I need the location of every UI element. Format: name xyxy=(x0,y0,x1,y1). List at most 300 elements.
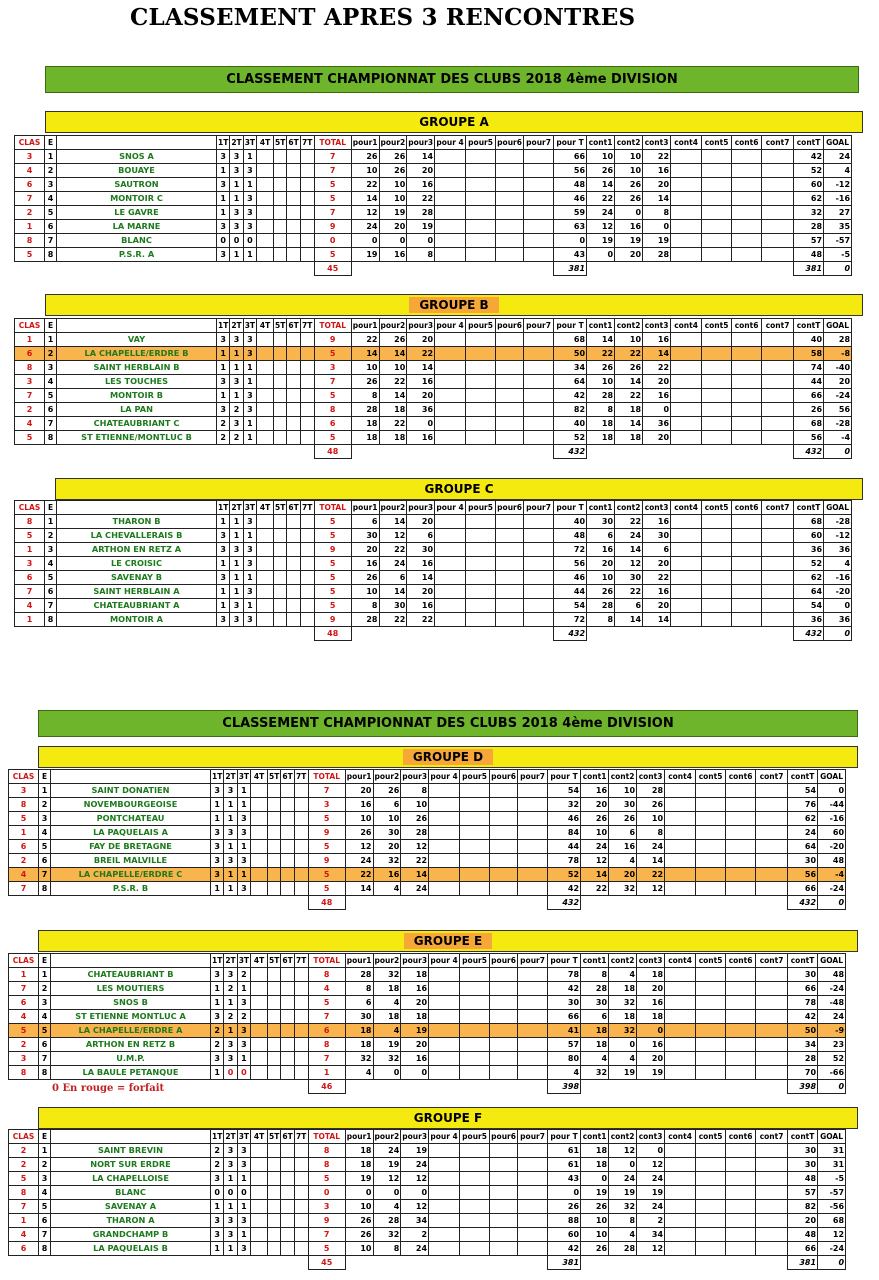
cont-total-cell: 48 xyxy=(794,248,824,262)
empty-cell xyxy=(726,1256,756,1270)
empty-cell xyxy=(490,982,518,996)
team-number-cell: 4 xyxy=(39,826,51,840)
empty-cell xyxy=(732,403,762,417)
team-number-cell: 1 xyxy=(45,150,57,164)
pour-cell: 24 xyxy=(401,1158,429,1172)
empty-cell xyxy=(268,1186,281,1200)
empty-cell xyxy=(257,220,274,234)
rank-cell: 8 xyxy=(15,234,45,248)
round-points-cell: 1 xyxy=(217,515,230,529)
cont-cell: 34 xyxy=(637,1228,665,1242)
rank-cell: 2 xyxy=(15,206,45,220)
empty-cell xyxy=(281,1200,294,1214)
pour-cell: 24 xyxy=(379,557,407,571)
round-points-cell: 1 xyxy=(230,248,243,262)
cont-cell: 18 xyxy=(581,1144,609,1158)
division-banner-bottom: CLASSEMENT CHAMPIONNAT DES CLUBS 2018 4ème DIVISION xyxy=(38,710,858,737)
group-title-text: GROUPE F xyxy=(413,1111,483,1125)
cont-cell: 0 xyxy=(609,1038,637,1052)
round-points-cell: 1 xyxy=(211,812,224,826)
empty-cell xyxy=(281,798,294,812)
empty-cell xyxy=(732,361,762,375)
header-row xyxy=(9,954,846,968)
team-row xyxy=(9,826,846,840)
empty-cell xyxy=(762,192,794,206)
round-points-cell: 1 xyxy=(243,571,256,585)
empty-cell xyxy=(665,854,696,868)
team-row xyxy=(9,1038,846,1052)
empty-cell xyxy=(732,599,762,613)
goal-cell: -28 xyxy=(824,417,852,431)
empty-cell xyxy=(726,1186,756,1200)
empty-cell xyxy=(466,613,496,627)
ranking-table xyxy=(8,769,846,910)
team-row xyxy=(9,968,846,982)
round-points-cell: 1 xyxy=(230,192,243,206)
column-header: 6T xyxy=(287,501,300,515)
pour-cell: 19 xyxy=(379,206,407,220)
empty-cell xyxy=(287,417,300,431)
team-row xyxy=(15,599,852,613)
column-header: GOAL xyxy=(818,954,846,968)
column-header: 2T xyxy=(224,954,237,968)
total-cell: 5 xyxy=(308,1172,345,1186)
cont-cell: 32 xyxy=(609,1200,637,1214)
cont-cell: 4 xyxy=(609,1228,637,1242)
team-name-cell: SAUTRON xyxy=(57,178,217,192)
pour-cell: 4 xyxy=(373,882,401,896)
group-f-table xyxy=(8,1129,846,1270)
cont-cell: 30 xyxy=(609,798,637,812)
empty-cell xyxy=(496,375,524,389)
empty-cell xyxy=(294,968,308,982)
empty-cell xyxy=(518,840,548,854)
round-points-cell: 3 xyxy=(211,1172,224,1186)
empty-cell xyxy=(429,1066,460,1080)
empty-cell xyxy=(466,262,496,276)
column-header: 4T xyxy=(251,770,268,784)
team-number-cell: 5 xyxy=(45,571,57,585)
empty-cell xyxy=(268,1158,281,1172)
team-row xyxy=(9,1158,846,1172)
empty-cell xyxy=(257,515,274,529)
empty-cell xyxy=(257,599,274,613)
empty-cell xyxy=(726,882,756,896)
empty-cell xyxy=(268,868,281,882)
empty-cell xyxy=(696,1066,726,1080)
column-header: pour7 xyxy=(524,501,554,515)
empty-cell xyxy=(696,784,726,798)
column-header xyxy=(57,136,217,150)
empty-cell xyxy=(274,178,287,192)
round-points-cell: 3 xyxy=(230,375,243,389)
round-points-cell: 0 xyxy=(217,234,230,248)
pour-cell: 12 xyxy=(401,1172,429,1186)
cont-total-cell: 30 xyxy=(788,854,818,868)
empty-cell xyxy=(268,812,281,826)
pour-cell: 26 xyxy=(373,784,401,798)
pour-cell: 30 xyxy=(407,543,435,557)
column-header: contT xyxy=(794,319,824,333)
empty-cell xyxy=(696,1038,726,1052)
empty-cell xyxy=(268,1024,281,1038)
team-name-cell: SAINT DONATIEN xyxy=(51,784,211,798)
cont-cell: 24 xyxy=(637,1200,665,1214)
empty-cell xyxy=(257,347,274,361)
cont-total-cell: 64 xyxy=(788,840,818,854)
empty-cell xyxy=(251,1010,268,1024)
total-sum-cell: 48 xyxy=(314,627,351,641)
empty-cell xyxy=(429,854,460,868)
pour-total-cell: 42 xyxy=(554,389,587,403)
team-name-cell: LA CHAPELLE/ERDRE B xyxy=(57,347,217,361)
empty-cell xyxy=(51,896,211,910)
column-header: pour5 xyxy=(460,1130,490,1144)
empty-cell xyxy=(251,882,268,896)
pour-cell: 6 xyxy=(345,996,373,1010)
round-points-cell: 3 xyxy=(217,178,230,192)
round-points-cell: 1 xyxy=(224,1242,237,1256)
team-row xyxy=(9,840,846,854)
empty-cell xyxy=(732,445,762,459)
column-header: pour 4 xyxy=(435,319,466,333)
empty-cell xyxy=(294,1242,308,1256)
header-row xyxy=(9,1130,846,1144)
rank-cell: 7 xyxy=(9,1200,39,1214)
rank-cell: 1 xyxy=(9,968,39,982)
column-header: E xyxy=(39,1130,51,1144)
column-header: 5T xyxy=(274,136,287,150)
round-points-cell: 1 xyxy=(237,1052,250,1066)
cont-cell: 16 xyxy=(587,543,615,557)
column-header: cont1 xyxy=(581,1130,609,1144)
pour-cell: 4 xyxy=(373,996,401,1010)
empty-cell xyxy=(274,417,287,431)
empty-cell xyxy=(230,627,243,641)
pour-cell: 26 xyxy=(379,333,407,347)
empty-cell xyxy=(696,1172,726,1186)
goal-cell: -24 xyxy=(818,882,846,896)
empty-cell xyxy=(702,417,732,431)
pour-cell: 22 xyxy=(407,347,435,361)
column-header: pour7 xyxy=(524,319,554,333)
sum-row xyxy=(9,896,846,910)
empty-cell xyxy=(300,375,314,389)
column-header xyxy=(57,501,217,515)
pour-cell: 20 xyxy=(407,515,435,529)
cont-total-cell: 74 xyxy=(794,361,824,375)
round-points-cell: 1 xyxy=(217,361,230,375)
empty-cell xyxy=(251,868,268,882)
round-points-cell: 2 xyxy=(230,403,243,417)
empty-cell xyxy=(615,627,643,641)
team-name-cell: GRANDCHAMP B xyxy=(51,1228,211,1242)
pour-cell: 26 xyxy=(401,812,429,826)
empty-cell xyxy=(300,445,314,459)
team-name-cell: CHATEAUBRIANT C xyxy=(57,417,217,431)
pour-cell: 0 xyxy=(373,1066,401,1080)
empty-cell xyxy=(671,361,702,375)
empty-cell xyxy=(281,1158,294,1172)
empty-cell xyxy=(274,220,287,234)
empty-cell xyxy=(300,599,314,613)
empty-cell xyxy=(665,1242,696,1256)
empty-cell xyxy=(274,627,287,641)
empty-cell xyxy=(490,812,518,826)
cont-cell: 10 xyxy=(587,150,615,164)
round-points-cell: 3 xyxy=(230,333,243,347)
team-number-cell: 5 xyxy=(39,1024,51,1038)
empty-cell xyxy=(287,248,300,262)
empty-cell xyxy=(702,178,732,192)
empty-cell xyxy=(671,529,702,543)
empty-cell xyxy=(496,192,524,206)
empty-cell xyxy=(524,192,554,206)
empty-cell xyxy=(496,178,524,192)
pour-cell: 30 xyxy=(379,599,407,613)
empty-cell xyxy=(756,1200,788,1214)
round-points-cell: 1 xyxy=(237,798,250,812)
empty-cell xyxy=(460,812,490,826)
pour-cell: 8 xyxy=(407,248,435,262)
cont-total-cell: 78 xyxy=(788,996,818,1010)
team-row xyxy=(9,882,846,896)
empty-cell xyxy=(762,529,794,543)
cont-cell: 26 xyxy=(587,361,615,375)
empty-cell xyxy=(671,192,702,206)
empty-cell xyxy=(274,333,287,347)
goal-sum-cell: 0 xyxy=(818,896,846,910)
empty-cell xyxy=(274,543,287,557)
total-cell: 8 xyxy=(308,1158,345,1172)
cont-cell: 22 xyxy=(643,361,671,375)
cont-total-cell: 30 xyxy=(788,1144,818,1158)
empty-cell xyxy=(429,1256,460,1270)
empty-cell xyxy=(490,1052,518,1066)
empty-cell xyxy=(466,389,496,403)
column-header: pour 4 xyxy=(435,501,466,515)
pour-cell: 22 xyxy=(379,375,407,389)
cont-cell: 32 xyxy=(609,1024,637,1038)
cont-total-cell: 34 xyxy=(788,1038,818,1052)
total-sum-cell: 48 xyxy=(308,896,345,910)
cont-cell: 16 xyxy=(615,220,643,234)
cont-sum-cell: 398 xyxy=(788,1080,818,1094)
cont-cell: 19 xyxy=(615,234,643,248)
cont-total-cell: 20 xyxy=(788,1214,818,1228)
empty-cell xyxy=(702,347,732,361)
empty-cell xyxy=(435,333,466,347)
empty-cell xyxy=(665,882,696,896)
cont-cell: 4 xyxy=(581,1052,609,1066)
pour-total-cell: 78 xyxy=(548,854,581,868)
empty-cell xyxy=(726,996,756,1010)
team-row xyxy=(9,982,846,996)
goal-cell: 31 xyxy=(818,1144,846,1158)
empty-cell xyxy=(460,798,490,812)
total-cell: 4 xyxy=(308,982,345,996)
empty-cell xyxy=(702,445,732,459)
cont-total-cell: 32 xyxy=(794,206,824,220)
empty-cell xyxy=(466,557,496,571)
pour-cell: 12 xyxy=(379,529,407,543)
column-header: E xyxy=(45,319,57,333)
pour-total-cell: 82 xyxy=(554,403,587,417)
pour-cell: 22 xyxy=(379,543,407,557)
round-points-cell: 1 xyxy=(211,882,224,896)
column-header: pour1 xyxy=(345,1130,373,1144)
empty-cell xyxy=(756,812,788,826)
rank-cell: 3 xyxy=(15,557,45,571)
cont-total-cell: 62 xyxy=(794,192,824,206)
cont-total-cell: 62 xyxy=(794,571,824,585)
cont-cell: 20 xyxy=(615,248,643,262)
empty-cell xyxy=(429,1038,460,1052)
rank-cell: 4 xyxy=(15,164,45,178)
empty-cell xyxy=(726,784,756,798)
empty-cell xyxy=(637,896,665,910)
empty-cell xyxy=(702,585,732,599)
empty-cell xyxy=(460,1024,490,1038)
goal-cell: -57 xyxy=(818,1186,846,1200)
empty-cell xyxy=(762,375,794,389)
empty-cell xyxy=(435,262,466,276)
empty-cell xyxy=(274,164,287,178)
rank-cell: 6 xyxy=(15,178,45,192)
empty-cell xyxy=(300,515,314,529)
empty-cell xyxy=(268,854,281,868)
empty-cell xyxy=(665,826,696,840)
pour-cell: 16 xyxy=(345,798,373,812)
cont-cell: 19 xyxy=(609,1186,637,1200)
pour-total-cell: 54 xyxy=(554,599,587,613)
empty-cell xyxy=(300,403,314,417)
empty-cell xyxy=(287,571,300,585)
empty-cell xyxy=(294,1038,308,1052)
column-header: 1T xyxy=(217,319,230,333)
empty-cell xyxy=(274,599,287,613)
team-number-cell: 1 xyxy=(39,784,51,798)
cont-cell: 20 xyxy=(587,557,615,571)
empty-cell xyxy=(496,164,524,178)
cont-cell: 12 xyxy=(615,557,643,571)
empty-cell xyxy=(435,417,466,431)
empty-cell xyxy=(518,798,548,812)
pour-cell: 16 xyxy=(401,1052,429,1066)
empty-cell xyxy=(460,1214,490,1228)
column-header: cont6 xyxy=(726,1130,756,1144)
empty-cell xyxy=(251,896,268,910)
empty-cell xyxy=(496,333,524,347)
empty-cell xyxy=(637,1080,665,1094)
pour-total-cell: 26 xyxy=(548,1200,581,1214)
empty-cell xyxy=(762,361,794,375)
cont-total-cell: 76 xyxy=(788,798,818,812)
column-header xyxy=(57,319,217,333)
empty-cell xyxy=(762,445,794,459)
empty-cell xyxy=(671,403,702,417)
pour-cell: 22 xyxy=(379,417,407,431)
empty-cell xyxy=(251,1080,268,1094)
team-name-cell: LA BAULE PETANQUE xyxy=(51,1066,211,1080)
empty-cell xyxy=(57,627,217,641)
empty-cell xyxy=(490,896,518,910)
team-row xyxy=(9,1052,846,1066)
empty-cell xyxy=(268,1080,281,1094)
round-points-cell: 1 xyxy=(224,996,237,1010)
cont-cell: 28 xyxy=(587,389,615,403)
total-cell: 9 xyxy=(314,613,351,627)
round-points-cell: 2 xyxy=(217,417,230,431)
column-header: cont1 xyxy=(587,319,615,333)
total-cell: 7 xyxy=(308,1010,345,1024)
team-name-cell: P.S.R. A xyxy=(57,248,217,262)
empty-cell xyxy=(665,896,696,910)
empty-cell xyxy=(300,347,314,361)
team-name-cell: SAINT HERBLAIN B xyxy=(57,361,217,375)
goal-cell: -12 xyxy=(824,178,852,192)
team-name-cell: SNOS B xyxy=(51,996,211,1010)
empty-cell xyxy=(490,1066,518,1080)
team-row xyxy=(15,403,852,417)
empty-cell xyxy=(762,347,794,361)
empty-cell xyxy=(524,417,554,431)
pour-cell: 18 xyxy=(345,1024,373,1038)
column-header: pour5 xyxy=(466,136,496,150)
empty-cell xyxy=(460,1144,490,1158)
empty-cell xyxy=(300,192,314,206)
empty-cell xyxy=(300,627,314,641)
empty-cell xyxy=(496,234,524,248)
pour-cell: 6 xyxy=(379,571,407,585)
empty-cell xyxy=(429,1010,460,1024)
empty-cell xyxy=(524,543,554,557)
empty-cell xyxy=(435,389,466,403)
empty-cell xyxy=(671,150,702,164)
empty-cell xyxy=(762,403,794,417)
total-sum-cell: 45 xyxy=(314,262,351,276)
empty-cell xyxy=(762,613,794,627)
empty-cell xyxy=(726,868,756,882)
empty-cell xyxy=(373,1256,401,1270)
team-number-cell: 6 xyxy=(39,1038,51,1052)
goal-cell: 56 xyxy=(824,403,852,417)
pour-cell: 0 xyxy=(407,417,435,431)
team-name-cell: THARON A xyxy=(51,1214,211,1228)
empty-cell xyxy=(671,571,702,585)
empty-cell xyxy=(466,178,496,192)
empty-cell xyxy=(524,585,554,599)
empty-cell xyxy=(696,1080,726,1094)
pour-total-cell: 52 xyxy=(554,431,587,445)
empty-cell xyxy=(251,826,268,840)
empty-cell xyxy=(762,150,794,164)
team-row xyxy=(15,431,852,445)
cont-cell: 12 xyxy=(637,1242,665,1256)
empty-cell xyxy=(345,896,373,910)
round-points-cell: 3 xyxy=(237,1158,250,1172)
team-row xyxy=(15,557,852,571)
cont-cell: 18 xyxy=(581,1038,609,1052)
team-number-cell: 7 xyxy=(45,417,57,431)
header-row xyxy=(9,770,846,784)
empty-cell xyxy=(726,812,756,826)
column-header: pour2 xyxy=(379,319,407,333)
empty-cell xyxy=(268,968,281,982)
rank-cell: 2 xyxy=(9,1038,39,1052)
empty-cell xyxy=(237,896,250,910)
empty-cell xyxy=(490,1228,518,1242)
